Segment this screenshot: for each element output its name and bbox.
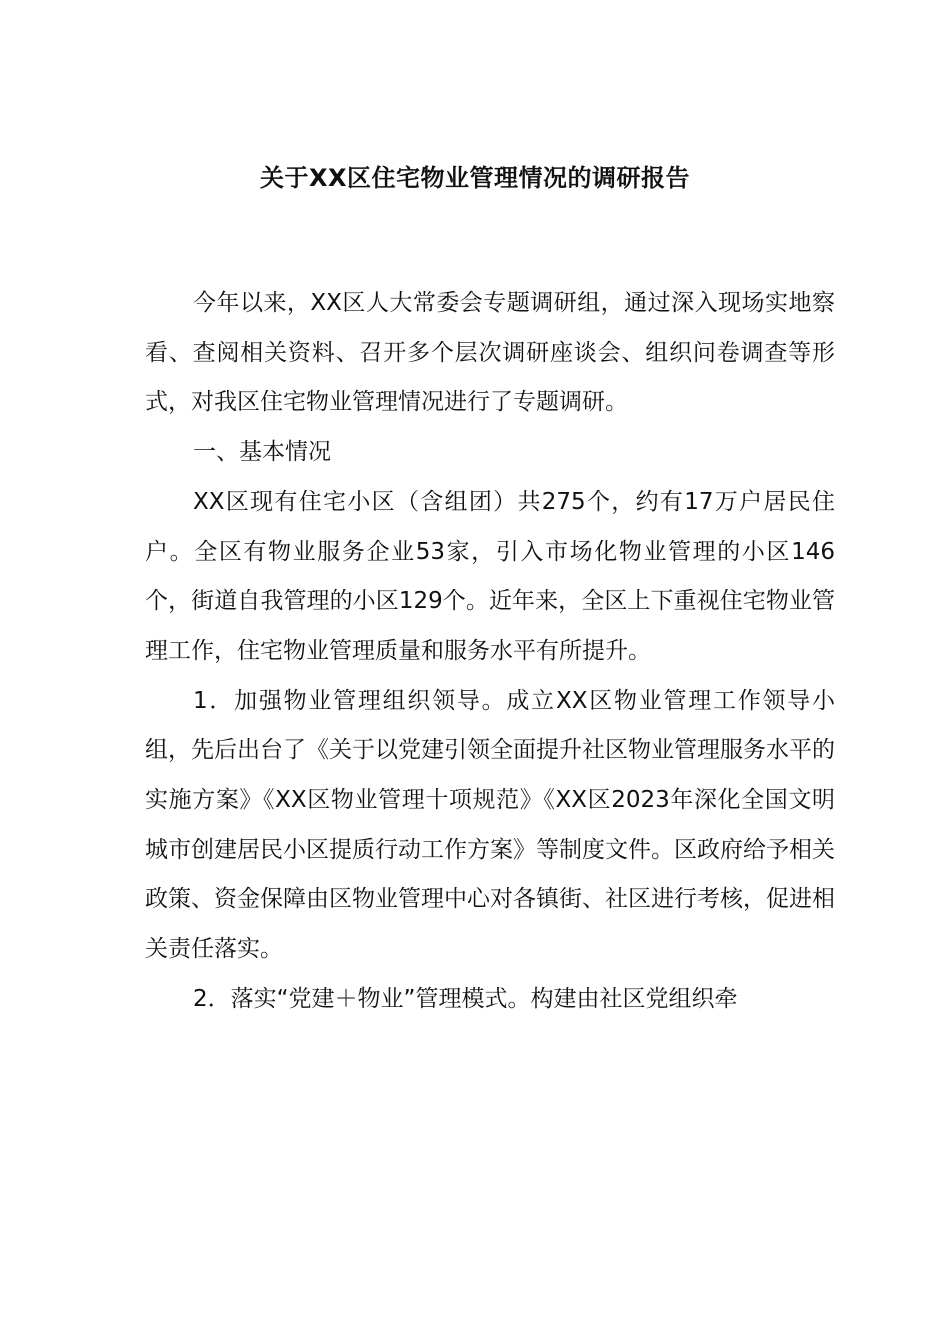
section-heading-basic-situation: 一、基本情况 — [193, 439, 331, 466]
paragraph-intro: 今年以来，XX区人大常委会专题调研组，通过深入现场实地察看、查阅相关资料、召开多个层次调研座谈会、组织问卷调查等形式，对我区住宅物业管理情况进行了专题调研。 — [145, 290, 835, 416]
paragraph-item-2: 2．落实“党建＋物业”管理模式。构建由社区党组织牵 — [193, 985, 738, 1012]
paragraph-item-1: 1．加强物业管理组织领导。成立XX区物业管理工作领导小组，先后出台了《关于以党建引领全面提升社区物业管理服务水平的实施方案》《XX区物业管理十项规范》《XX区2023年深化全国文明城市创建居民小区提质行动工作方案》等制度文件。区政府给予相关政策、资金保障由区物业管理中心对各镇街、社区进行考核，促进相关责任落实。 — [145, 687, 835, 963]
paragraph-basic-situation: XX区现有住宅小区（含组团）共275个，约有17万户居民住户。全区有物业服务企业53家，引入市场化物业管理的小区146个，街道自我管理的小区129个。近年来，全区上下重视住宅物业管理工作，住宅物业管理质量和服务水平有所提升。 — [145, 488, 835, 664]
document-title: 关于XX区住宅物业管理情况的调研报告 — [259, 164, 690, 192]
document-body — [145, 279, 835, 1025]
